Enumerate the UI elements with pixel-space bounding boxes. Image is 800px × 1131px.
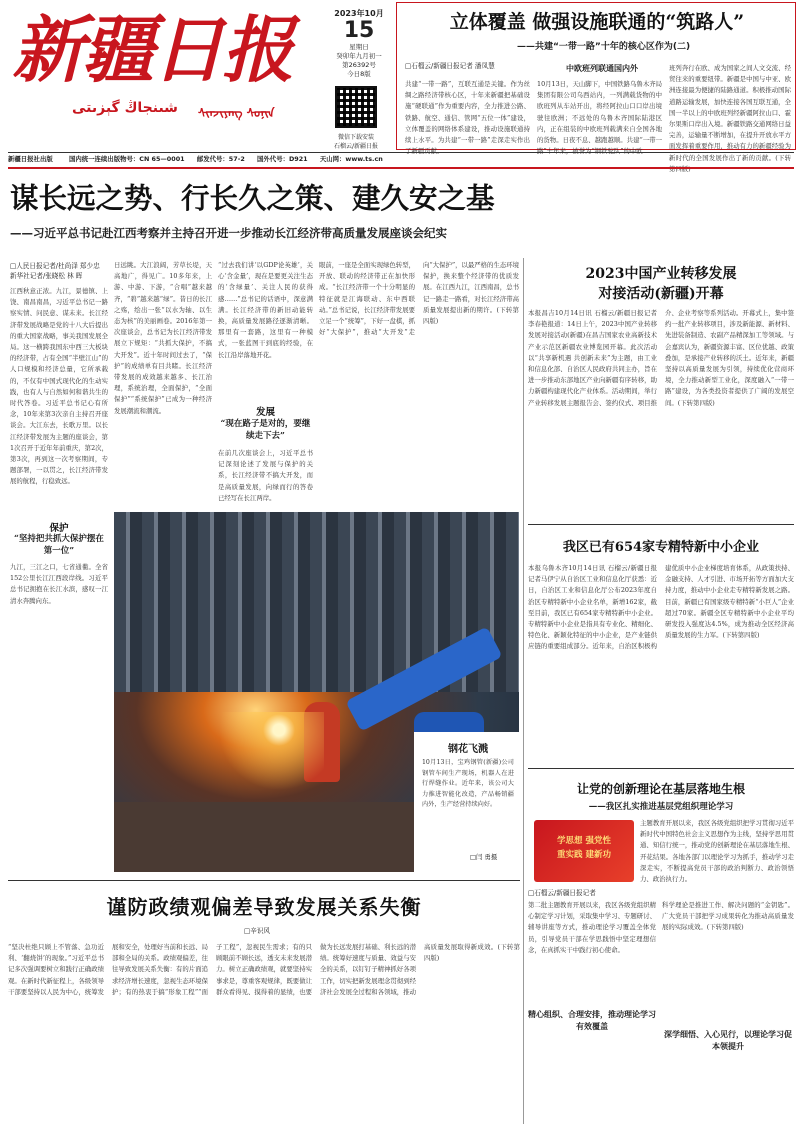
publisher-info-bar — [8, 154, 794, 166]
innovate-section-2: 深学细悟、入心见行，以理论学习促本领提升 — [664, 1029, 792, 1051]
masthead — [8, 4, 390, 152]
masthead-title: 新疆日报 — [12, 7, 293, 92]
lead-col-1: 江西秋意正浓。九江，景德镇、上饶、南昌南昌，习近平总书记一路察实情、问民意、谋未来。长江经济带发展战略是党的十八大后提出的重大国家战略，事关我国发展全局。这一横跨我国东中西三大板块的经济带，占有全国“半壁江山”的人口规模和经济总量，它所承载的，不仅有中国式现代化的生动实践，也有人与自然如何和谐共生的时代答卷。习近平总书记心有所念，10年来第3次亲自主持召开座谈会。大江东去，长歌万里。以长江经济带发展为主题的座谈会，第1次召开于近年年前重庆，第2次，第3次，再到这一次考察期间，专题部署，一以贯之，长江经济带发展的航程，行稳致远。 — [10, 287, 108, 486]
date-day: 15 — [343, 18, 375, 43]
lead-subheadline: ——习近平总书记赴江西考察并主持召开进一步推动长江经济带高质量发展座谈会纪实 — [10, 226, 447, 240]
industry-headline-2: 对接活动(新疆)开幕 — [598, 286, 724, 302]
page-count: 今日8版 — [347, 70, 371, 78]
masthead-date — [330, 8, 388, 79]
date-year-month: 2023年10月 — [334, 9, 384, 18]
banner-title-b: “筑路人” — [665, 11, 745, 33]
banner-col-1: 共建“一带一路”，互联互通是关键。作为丝绸之路经济带核心区，十年来新疆把基础设施“硬联通”作为重要内容，全力推进公路、铁路、航空、通信、管网“五位一体”建设，立体覆盖的网络体系建设，推动设施联通持续上水平。为共建“一带一路”走深走实作出 — [405, 80, 530, 145]
foreign-code: 国外代号：D921 — [257, 155, 308, 163]
column-rule — [523, 258, 524, 1124]
innovate-section-1: 精心组织、合理安排，推动理论学习有效覆盖 — [528, 1009, 656, 1031]
theme-badge-line-2: 重实践 建新功 — [557, 850, 611, 860]
banner-column-title: 中欧班列联通国内外 — [566, 64, 638, 73]
innovate-subheadline: ——我区扎实推进基层党组织理论学习 — [588, 802, 734, 812]
publisher: 新疆日报社出版 — [8, 155, 53, 163]
bottom-byline: □辛识风 — [244, 927, 271, 935]
lead-headline: 谋长远之势、行长久之策、建久安之基 — [10, 181, 495, 215]
banner-subtitle: ——共建“一带一路”十年的核心区作为(二) — [517, 42, 691, 52]
banner-title — [397, 7, 797, 34]
lead-col-2: 日远眺。大江浪阔，芳草长堤，天高地广，得见广。10多年来，上游、中游、下游，“合唱”越来越齐，“碧”越来越“绿”。昔日的长江之殇，绘出一张“以水为轴、以生态为核”的美丽画卷。2016年第一次座谈会，总书记为长江经济带发展立下规矩：“共抓大保护，不搞大开发”。近十年时间过去了，“保护”的成绩单有目共睹。长江经济带发展的成效越来越多、长江治理，系统治理，全面保护，“全面保护”“系统保护”已成为一种经济发展潮流和潮流。 — [114, 261, 212, 415]
photo-caption: 10月13日，宝鸡钢管(新疆)公司钢管车间生产现场，机器人在进行焊缝作业。近年来，该公司大力推进智能化改造，产品畅销疆内外，生产经营持续向好。 — [422, 759, 514, 809]
lead-section-protect: 保护 — [49, 523, 69, 534]
innovate-byline: □石榴云/新疆日报记者 — [528, 889, 596, 897]
innovate-headline: 让党的创新理论在基层落地生根 — [576, 782, 745, 796]
banner-title-a: 立体覆盖 做强设施联通的 — [449, 11, 666, 33]
lead-col-3: “过去我们讲‘以GDP论英雄’，关心‘含金量’，现在是要更关注生态的‘含绿量’、关注人民的获得感……”总书记的话语中，深意满满。长江经济带的新旧动能转换，高质量发展路径逐渐清晰。那里有一套路，这里有一种模式，一张蓝图干到底的经验，在长江沿岸落地开花。 — [218, 261, 313, 359]
banner-col-3: 班列奔行在欧、成为国家之间人文交流、经贸往来的重要纽带。新疆是中国与中亚、欧洲连接最为便捷的陆路通道。积极推动国际道路运输发展，加快连接各国互联互通，全国一半以上的中欧班列经新疆阿拉山口、霍尔果斯口岸出入境。新疆铁路交通网络日益完善，运输量不断增加，在提升开放水平方面发挥着重要作用，推动有力的新疆经验为新时代的全国发展作出了新的贡献。(下转 — [669, 64, 791, 162]
lead-section-develop: 发展 — [255, 407, 275, 418]
lead-col-4: 眼前，一座是全面实现绿色转型，开放、联动的经济带正在加快形成。“长江经济带一个十分明显的特征就是江海联动、东中西联动。”总书记说，长江经济带发展要立足一个“统筹”，下好一盘棋，抓好“大保护”，推动“大开发”走向“大保护”，以最严格的生态环境保护，换来整个经济带的优质发展。在江西九江，江西南昌，总书记一路走一路看，对长江经济带高质量发展提出新的期许。(下转第四版) — [319, 261, 520, 337]
lead-byline-1: □人民日报记者/杜尚泽 郑少忠 — [10, 262, 100, 270]
sme-headline: 我区已有654家专精特新中小企业 — [562, 540, 760, 555]
innovate-body-3: 科学理论是推进工作、解决问题的“金钥匙”。广大党员干部把学习成果转化为推动高质量发展的实际成效。(下转第四版) — [662, 901, 794, 932]
divider — [8, 167, 794, 169]
lead-byline-2: 新华社记者/张晓松 林 晖 — [10, 272, 83, 280]
qr-caption-2: 石榴云/新疆日报 — [333, 143, 379, 150]
theme-badge — [534, 820, 634, 882]
divider — [8, 152, 794, 153]
bottom-body: “坚决杜绝只顾上不管落、急功近利、‘翻烧饼’的现象。”习近平总书记多次强调要树立和践行正确政绩观。在新时代新征程上，各级领导干部要坚持以人民为中心，统筹发展和安全，处理好当前和长远、局部和全局的关系。政绩观偏差，往往导致发展关系失衡：有的片面追求经济增长速度，忽视生态环境保护；有的热衷于搞“形象工程”“面子工程”，忽视民生需求；有的只顾眼前不顾长远，透支未来发展潜力。树立正确政绩观，就要坚持实事求是，尊重客观规律，既要做让群众看得见、摸得着的显绩，也要做为长远发展打基础、利长远的潜绩。统筹好速度与质量、效益与安全的关系，以钉钉子精神抓好各项工作，切实把新发展理念贯彻到经济社会发展全过程和各领域，推动高质量发展取得新成效。(下转第四版) — [8, 943, 520, 996]
innovate-body: 主题教育开展以来，我区各级党组织把学习贯彻习近平新时代中国特色社会主义思想作为主线，坚持学思用贯通、知信行统一，推动党的创新理论在基层落地生根、开花结果。各地各部门以理论学习为抓手，推动学习走深走实，不断提高党员干部的政治判断力、政治领悟力、政治执行力。 — [640, 819, 794, 884]
industry-headline-1: 2023中国产业转移发展 — [585, 266, 737, 282]
sme-body: 本报乌鲁木齐10月14日讯 石榴云/新疆日报记者马伊宁从自治区工业和信息化厅获悉：近日，自治区工业和信息化厅公布2023年度自治区专精特新中小企业名单，新增162家，截至目前，我区已有654家专精特新中小企业。专精特新中小企业是指具有专业化、精细化、特色化、新颖化特征的中小企业，是产业链供应链的重要组成部分。近年来，自治区积极构建优质中小企业梯度培育体系，从政策扶持、金融支持、人才引进、市场开拓等方面加大支持力度，推动中小企业走专精特新发展之路。目前，新疆已有国家级专精特新“小巨人”企业超过70家。新疆全区专精特新中小企业平均研发投入强度达4.5%，成为推动全区经济高质量发展的生力军。(下转第四版) — [528, 564, 794, 651]
date-weekday: 星期日 — [349, 43, 369, 51]
industry-body: 本报昌吉10月14日讯 石榴云/新疆日报记者李春艳报道：14日上午，2023中国产业转移发展对接活动(新疆)在昌吉国家农业高新技术产业示范区新疆农业博览园开幕。此次活动以“共享新机遇 共创新未来”为主题，由工业和信息化部、自治区人民政府共同主办，旨在进一步推动东部地区产业向新疆有序转移，助力新疆构建现代化产业体系。活动期间，举行产业转移发展主题报告会、签约仪式、项目推介、企业考察等系列活动。开幕式上，集中签约一批产业转移项目，涉及新能源、新材料、先进装备制造、农副产品精深加工等领域。与会嘉宾认为，新疆资源丰富、区位优越、政策叠加，是承接产业转移的沃土。近年来，新疆坚持以高质量发展为引领，持续优化营商环境，全力推动新型工业化，深度融入“一带一路”建设，为各类投资者提供了广阔的发展空间。(下转第四版) — [528, 309, 794, 407]
theme-badge-line-1: 学思想 强党性 — [557, 836, 611, 846]
issue-number: 第26392号 — [342, 61, 376, 69]
cn-number: 国内统一连续出版物号：CN 65—0001 — [68, 155, 185, 163]
masthead-mongolian: ᠱᠢᠨᠵᠢᠶᠠᠩ ᠰᠣᠨᠢᠨ — [198, 106, 275, 120]
lead-section-develop-quote: “现在路子是对的，要继续走下去” — [220, 419, 311, 441]
lead-section-protect-quote: “坚持把共抓大保护摆在第一位” — [14, 534, 104, 556]
photo-credit: □闫 勇摄 — [470, 853, 498, 861]
date-lunar: 癸卯年九月初一 — [336, 52, 382, 60]
divider — [8, 880, 520, 881]
divider — [528, 524, 794, 525]
banner-col-2: 10月13日，天山脚下，中国铁路乌鲁木齐局集团有限公司乌西站内，一列满载货物的中欧班列从车站开出，将经阿拉山口口岸出境驶往欧洲；不远处的乌鲁木齐国际陆港区内，正在组装的中欧班列载满来自全国各地的货物。日夜不息、越跑越顺。共建“一带一 — [537, 80, 662, 145]
bottom-headline: 谨防政绩观偏差导致发展关系失衡 — [106, 895, 422, 919]
qr-code[interactable] — [335, 86, 377, 128]
innovate-body-2: 第二批主题教育开展以来，我区各级党组织精心制定学习计划，采取集中学习、专题研讨、辅导讲座等方式，推动理论学习覆盖全体党员，引导党员干部在学思践悟中坚定理想信念，在真抓实干中践行初心使命。 — [528, 901, 656, 954]
top-banner — [396, 2, 796, 162]
qr-caption-1: 微信下载安装 — [337, 134, 374, 141]
banner-byline: □石榴云/新疆日报记者 潘凤慧 — [405, 62, 495, 70]
lead-col-1b: 九江，三江之口，七省通衢。全省152公里长江江西段岸线。习近平总书记拥抱在长江水滨，感叹一江清水奔腾向东。 — [10, 563, 108, 605]
postal-code: 邮发代号：57-2 — [196, 155, 245, 163]
masthead-uyghur: شىنجاڭ گېزىتى — [72, 100, 178, 116]
website-link[interactable]: 天山网：www.ts.cn — [319, 155, 383, 163]
photo-caption-title: 钢花飞溅 — [448, 744, 488, 755]
lead-col-3b: 在前几次座谈会上，习近平总书记深刻论述了发展与保护的关系，长江经济带不搞大开发，而是高质量发展，向绿而行的答卷已经写在长江两岸。 — [218, 449, 313, 502]
sparks — [174, 712, 324, 802]
divider — [528, 768, 794, 769]
